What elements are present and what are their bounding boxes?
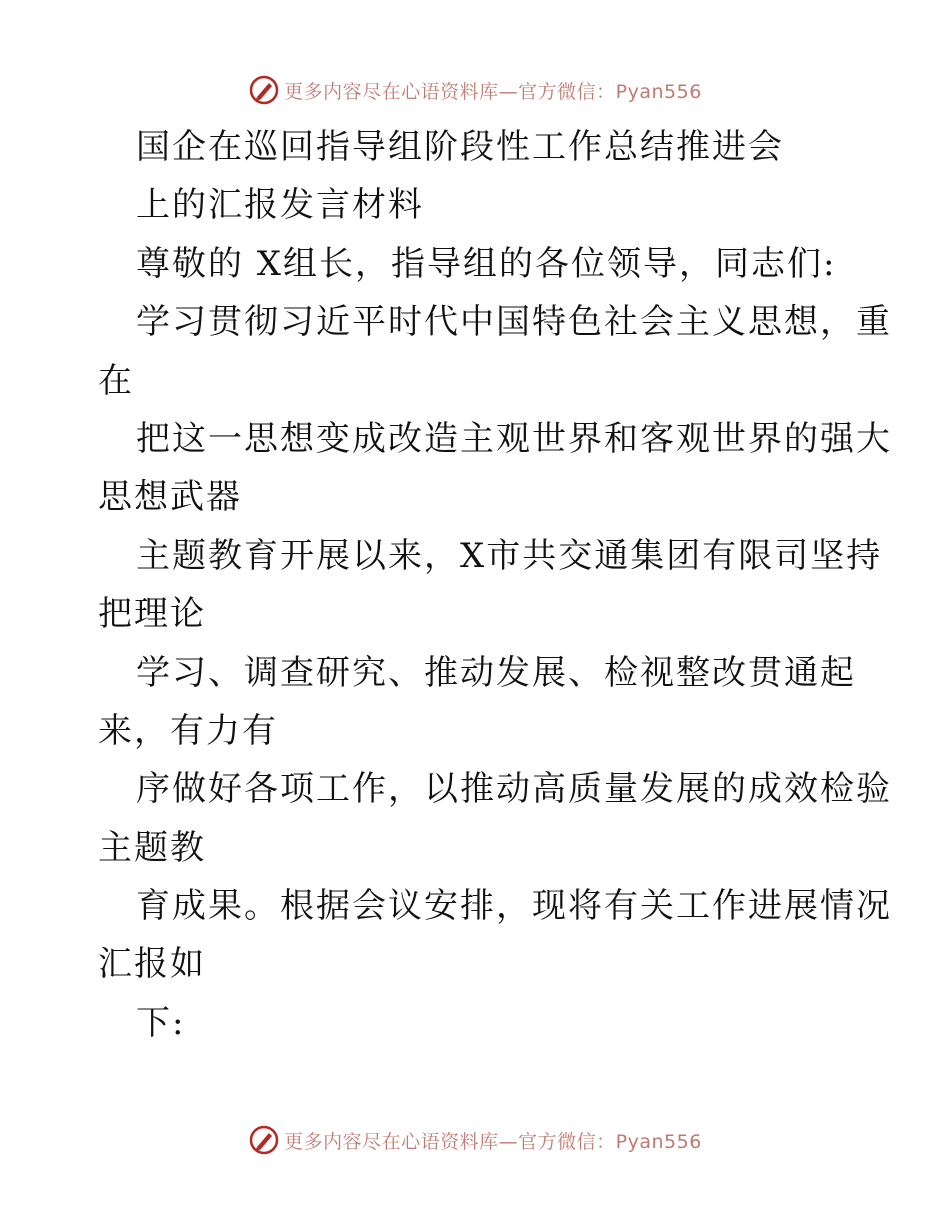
footer-watermark [0, 1122, 950, 1158]
paragraph-line: 来，有力有 [98, 711, 278, 751]
paragraph-line: 育成果。根据会议安排，现将有关工作进展情况 [136, 886, 892, 926]
paragraph-line: 在 [98, 361, 134, 401]
paragraph-line: 学习、调查研究、推动发展、检视整改贯通起 [136, 653, 856, 693]
paragraph-line: 主题教 [98, 828, 206, 868]
salutation: 尊敬的 X组长，指导组的各位领导，同志们: [136, 244, 837, 284]
title-line-1: 国企在巡回指导组阶段性工作总结推进会 [136, 127, 784, 167]
paragraph-line: 序做好各项工作，以推动高质量发展的成效检验 [136, 769, 892, 809]
watermark-text: 更多内容尽在心语资料库—官方微信：Pyan556 [284, 80, 702, 103]
paragraph-line: 把这一思想变成改造主观世界和客观世界的强大 [136, 419, 892, 459]
title-line-2: 上的汇报发言材料 [136, 185, 424, 225]
paragraph-line: 学习贯彻习近平时代中国特色社会主义思想，重 [136, 302, 892, 342]
watermark-text: 更多内容尽在心语资料库—官方微信：Pyan556 [284, 1130, 702, 1153]
paragraph-line: 把理论 [98, 594, 206, 634]
paragraph-line: 汇报如 [98, 944, 206, 984]
paragraph-line: 主题教育开展以来，X市共交通集团有限司坚持 [136, 536, 883, 576]
paragraph-line: 思想武器 [98, 477, 242, 517]
paragraph-line: 下: [136, 1003, 186, 1043]
pen-logo-icon [248, 1124, 280, 1156]
